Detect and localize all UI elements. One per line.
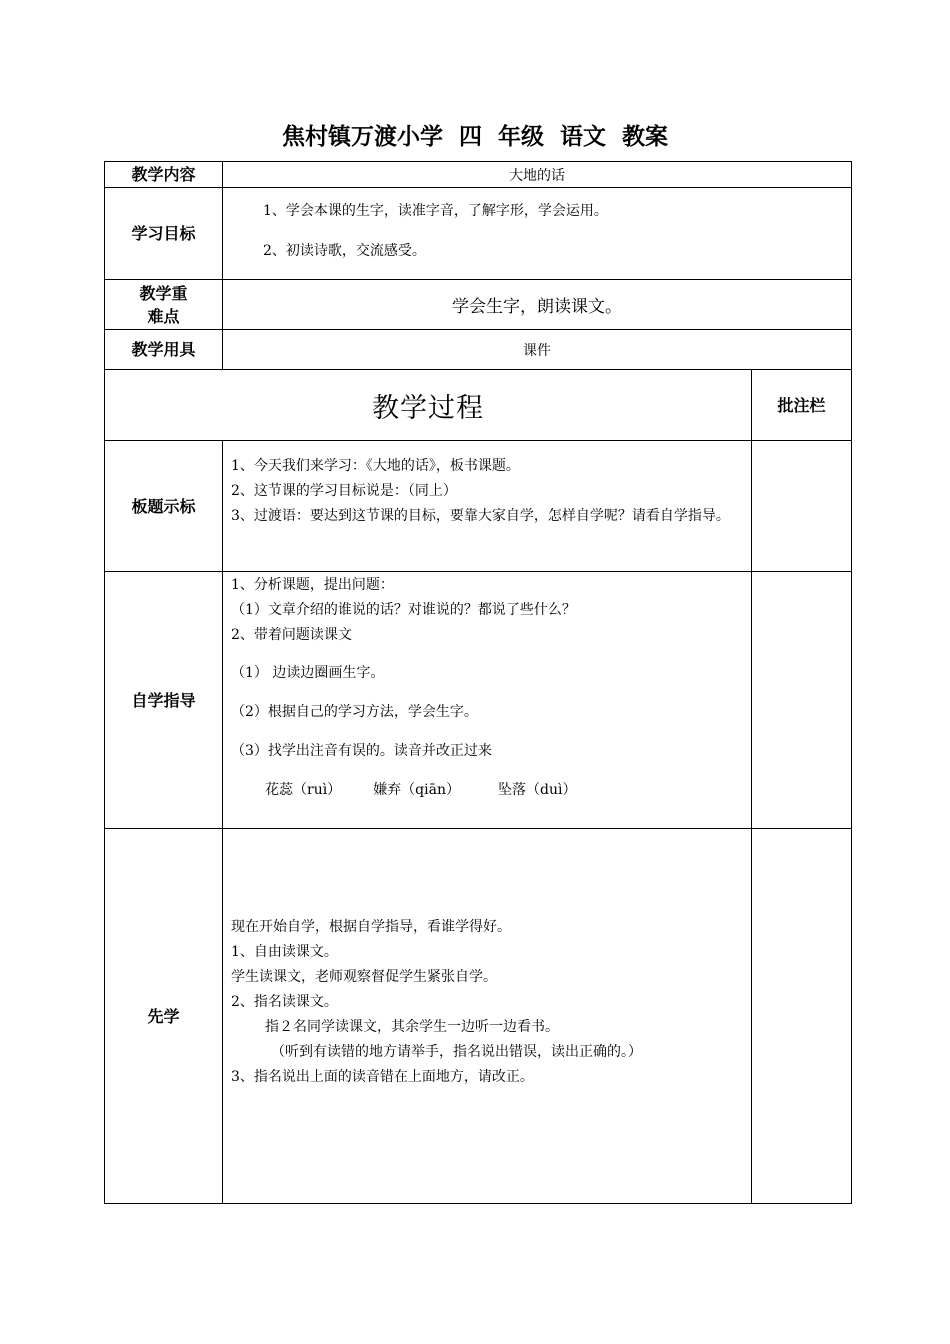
pinyin-item: 花蕊（ruì） (265, 782, 342, 798)
content-line: （听到有读错的地方请举手，指名说出错误，读出正确的。） (271, 1044, 642, 1060)
value-learning-goals (223, 188, 852, 280)
row-section-intro (105, 441, 852, 572)
section-content (223, 829, 752, 1204)
content-line: 1、分析课题，提出问题： (231, 577, 394, 593)
row-section-prelearn (105, 829, 852, 1204)
content-line: 2、带着问题读课文 (231, 627, 352, 643)
content-line: 1、自由读课文。 (231, 944, 338, 960)
content-line: 2、指名读课文。 (231, 994, 338, 1010)
pinyin-item: 嫌弃（qiān） (373, 782, 460, 798)
label-line: 教学重 (139, 283, 188, 303)
section-label: 自学指导 (105, 572, 223, 829)
label-line: 难点 (147, 306, 180, 326)
label-teaching-tools: 教学用具 (105, 330, 223, 370)
notes-column-header: 批注栏 (752, 370, 852, 441)
content-line: （3）找学出注音有误的。读音并改正过来 (231, 743, 492, 759)
content-line: 学生读课文，老师观察督促学生紧张自学。 (231, 969, 497, 985)
section-content (223, 441, 752, 572)
lesson-plan-table (104, 161, 852, 1204)
notes-cell (752, 829, 852, 1204)
content-line: （2）根据自己的学习方法，学会生字。 (231, 704, 478, 720)
row-section-guide (105, 572, 852, 829)
label-teaching-content: 教学内容 (105, 162, 223, 188)
content-line: （1） 边读边圈画生字。 (231, 665, 385, 681)
page-title: 焦村镇万渡小学 四 年级 语文 教案 (281, 124, 669, 150)
row-key-difficult (105, 280, 852, 330)
content-line: 1、今天我们来学习：《大地的话》，板书课题。 (231, 458, 520, 474)
section-label: 先学 (105, 829, 223, 1204)
value-key-difficult: 学会生字，朗读课文。 (223, 280, 852, 330)
goal-line: 2、初读诗歌，交流感受。 (263, 243, 426, 259)
row-teaching-content (105, 162, 852, 188)
label-learning-goals: 学习目标 (105, 188, 223, 280)
content-line: 2、这节课的学习目标说是：（同上） (231, 483, 457, 499)
row-process-header (105, 370, 852, 441)
goal-line: 1、学会本课的生字，读准字音，了解字形，学会运用。 (263, 203, 608, 219)
notes-cell (752, 572, 852, 829)
pinyin-item: 坠落（duì） (498, 782, 577, 798)
content-line: （1）文章介绍的谁说的话？对谁说的？都说了些什么？ (231, 602, 576, 618)
notes-cell (752, 441, 852, 572)
content-line: 3、过渡语：要达到这节课的目标，要靠大家自学，怎样自学呢？请看自学指导。 (231, 508, 730, 524)
pinyin-line (231, 778, 745, 803)
content-line: 现在开始自学，根据自学指导，看谁学得好。 (231, 919, 511, 935)
process-title: 教学过程 (105, 370, 752, 441)
value-teaching-content: 大地的话 (223, 162, 852, 188)
section-label: 板题示标 (105, 441, 223, 572)
section-content (223, 572, 752, 829)
row-teaching-tools (105, 330, 852, 370)
row-learning-goals (105, 188, 852, 280)
content-line: 3、指名说出上面的读音错在上面地方，请改正。 (231, 1069, 534, 1085)
content-line: 指２名同学读课文，其余学生一边听一边看书。 (265, 1019, 559, 1035)
value-teaching-tools: 课件 (223, 330, 852, 370)
label-key-difficult (105, 280, 223, 330)
